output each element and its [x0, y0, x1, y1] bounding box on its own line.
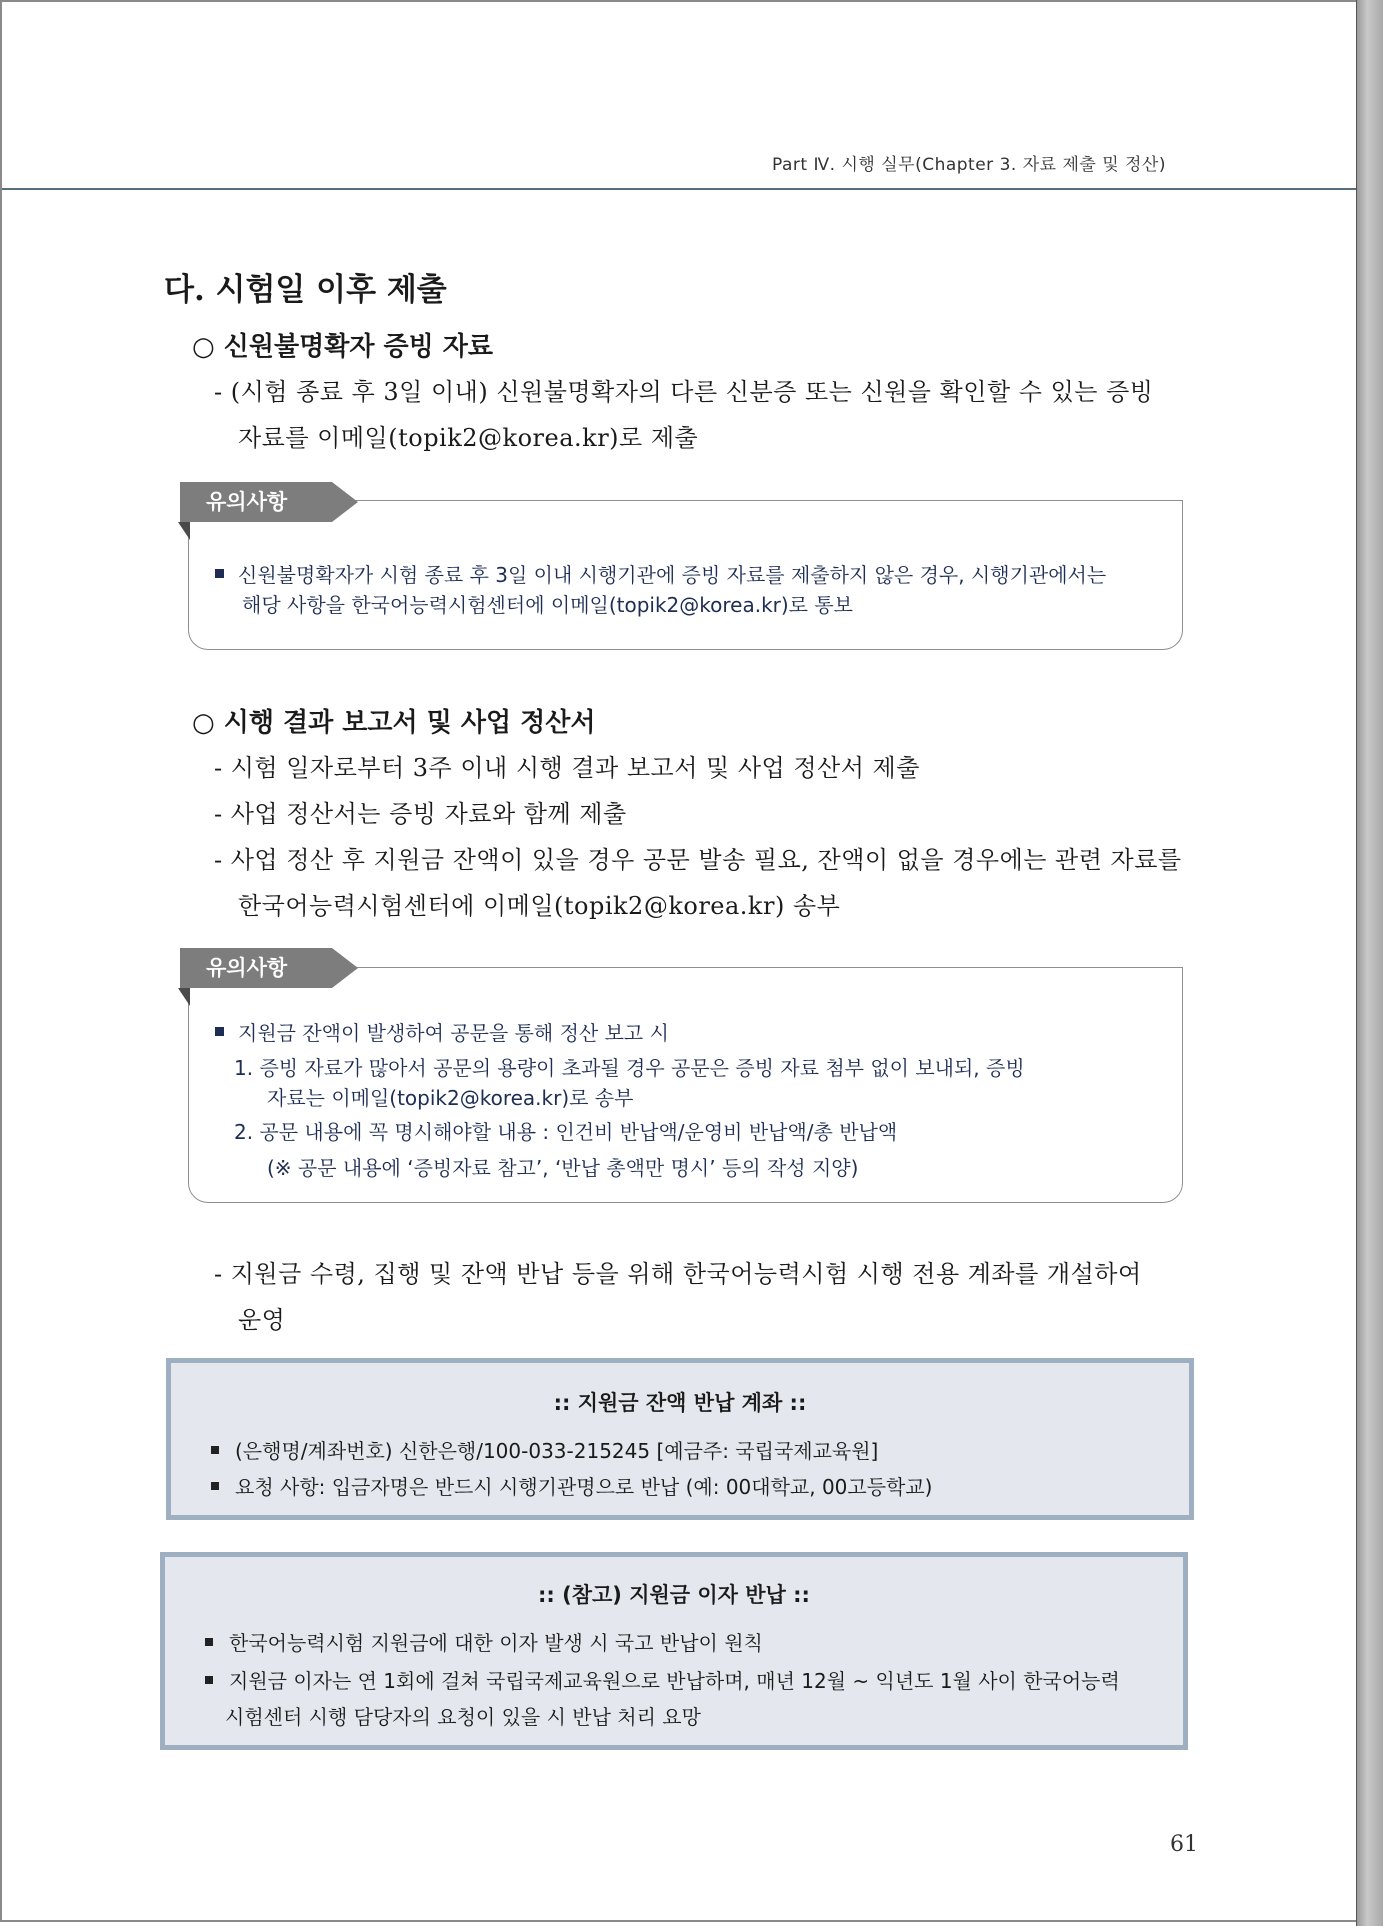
tab-fold-shape	[178, 988, 190, 1006]
caution-tab: 유의사항	[180, 482, 332, 522]
caution-line: 지원금 잔액이 발생하여 공문을 통해 정산 보고 시	[215, 1017, 669, 1046]
bullet-square-icon	[211, 1446, 219, 1454]
info-line: 한국어능력시험 지원금에 대한 이자 발생 시 국고 반납이 원칙	[205, 1627, 763, 1656]
bullet-square-icon	[215, 1027, 224, 1036]
caution-line: 자료는 이메일(topik2@korea.kr)로 송부	[267, 1086, 634, 1110]
paragraph-line: 자료를 이메일(topik2@korea.kr)로 제출	[238, 424, 699, 452]
info-line: 지원금 이자는 연 1회에 걸쳐 국립국제교육원으로 반납하며, 매년 12월 ~ 익년도 1월 사이 한국어능력	[205, 1665, 1120, 1694]
section-title: 다. 시험일 이후 제출	[164, 272, 447, 308]
page-stack-edge	[1356, 0, 1383, 1926]
info-line: 요청 사항: 입금자명은 반드시 시행기관명으로 반납 (예: 00대학교, 00고등학교)	[211, 1471, 932, 1500]
caution-tab: 유의사항	[180, 948, 332, 988]
paragraph-line: - 사업 정산서는 증빙 자료와 함께 제출	[214, 800, 627, 828]
header-divider	[2, 188, 1358, 190]
caution-line: 2. 공문 내용에 꼭 명시해야할 내용 : 인건비 반납액/운영비 반납액/총 반납액	[234, 1120, 898, 1144]
refund-account-box	[166, 1358, 1194, 1520]
refund-account-title: :: 지원금 잔액 반납 계좌 ::	[553, 1391, 807, 1415]
info-line: (은행명/계좌번호) 신한은행/100-033-215245 [예금주: 국립국제교육원]	[211, 1435, 878, 1464]
bullet-square-icon	[205, 1676, 213, 1684]
caution-line: 1. 증빙 자료가 많아서 공문의 용량이 초과될 경우 공문은 증빙 자료 첨부 없이 보내되, 증빙	[234, 1056, 1025, 1080]
caution-line: (※ 공문 내용에 ‘증빙자료 참고’, ‘반납 총액만 명시’ 등의 작성 지양)	[267, 1156, 859, 1180]
paragraph-line: - 지원금 수령, 집행 및 잔액 반납 등을 위해 한국어능력시험 시행 전용 계좌를 개설하여	[214, 1260, 1142, 1288]
bullet-square-icon	[215, 569, 224, 578]
paragraph-line: - (시험 종료 후 3일 이내) 신원불명확자의 다른 신분증 또는 신원을 확인할 수 있는 증빙	[214, 378, 1154, 406]
paragraph-line: - 사업 정산 후 지원금 잔액이 있을 경우 공문 발송 필요, 잔액이 없을 경우에는 관련 자료를	[214, 846, 1182, 874]
caution-line: 신원불명확자가 시험 종료 후 3일 이내 시행기관에 증빙 자료를 제출하지 않은 경우, 시행기관에서는	[215, 559, 1106, 588]
bullet-square-icon	[205, 1638, 213, 1646]
running-header: Part Ⅳ. 시행 실무(Chapter 3. 자료 제출 및 정산)	[772, 155, 1166, 175]
subsection-title-report: ○ 시행 결과 보고서 및 사업 정산서	[192, 708, 596, 738]
interest-refund-title: :: (참고) 지원금 이자 반납 ::	[538, 1583, 810, 1607]
paragraph-line: 운영	[238, 1306, 286, 1334]
caution-line: 해당 사항을 한국어능력시험센터에 이메일(topik2@korea.kr)로 통보	[242, 593, 854, 617]
interest-refund-box	[160, 1552, 1188, 1750]
paragraph-line: 한국어능력시험센터에 이메일(topik2@korea.kr) 송부	[238, 892, 841, 920]
caution-box	[188, 500, 1183, 650]
paragraph-line: - 시험 일자로부터 3주 이내 시행 결과 보고서 및 사업 정산서 제출	[214, 754, 920, 782]
subsection-title-identity: ○ 신원불명확자 증빙 자료	[192, 332, 494, 362]
tab-fold-shape	[178, 522, 190, 540]
info-line: 시험센터 시행 담당자의 요청이 있을 시 반납 처리 요망	[225, 1705, 701, 1729]
bullet-square-icon	[211, 1482, 219, 1490]
caution-box	[188, 967, 1183, 1203]
page-number: 61	[1170, 1832, 1198, 1857]
